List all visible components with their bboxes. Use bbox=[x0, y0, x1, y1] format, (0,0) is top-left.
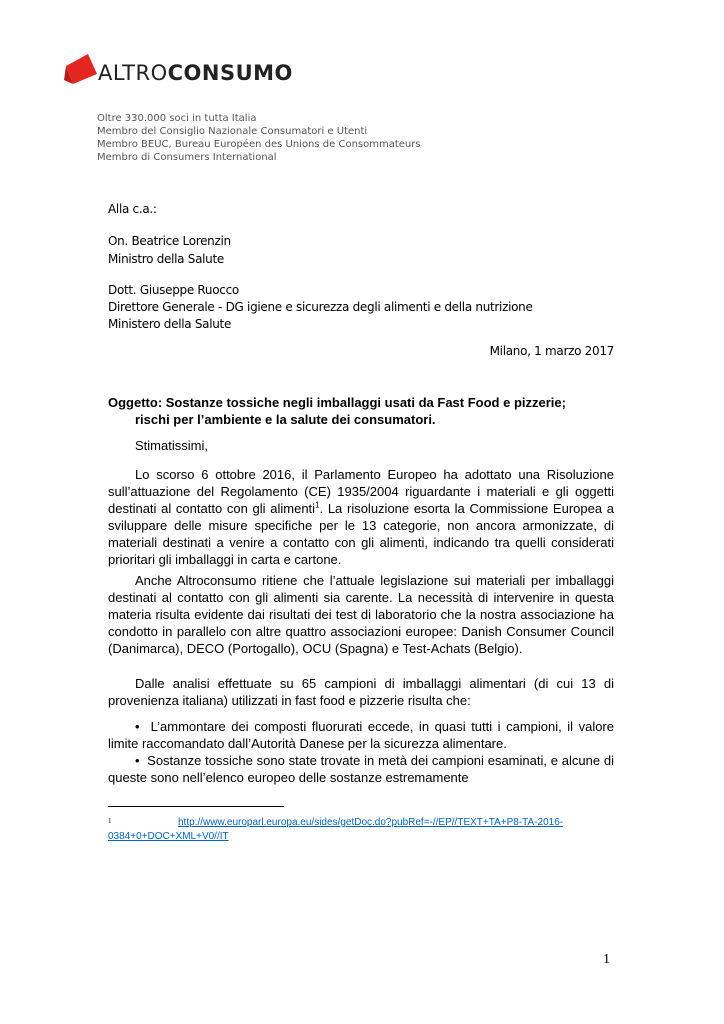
bullet-item: • Sostanze tossiche sono state trovate in metà dei campioni esaminati, e alcune di queste sono nell’elenco europeo delle sostanze estremamente bbox=[108, 753, 615, 785]
recipient-2-name: Dott. Giuseppe Ruocco bbox=[108, 283, 239, 297]
recipient-1-name: On. Beatrice Lorenzin bbox=[108, 234, 231, 248]
tagline-line: Membro del Consiglio Nazionale Consumatori e Utenti bbox=[97, 126, 368, 137]
attention-label: Alla c.a.: bbox=[108, 202, 157, 216]
subject-line-2: rischi per l’ambiente e la salute dei consumatori. bbox=[135, 412, 436, 427]
footnote-number: 1 bbox=[108, 817, 112, 825]
recipient-2-organization: Ministero della Salute bbox=[108, 317, 232, 331]
letter-subject bbox=[108, 394, 614, 428]
footnote bbox=[108, 816, 614, 844]
tagline-line: Membro BEUC, Bureau Européen des Unions de Consommateurs bbox=[97, 139, 421, 150]
footnote-reference[interactable]: 1 bbox=[315, 500, 320, 510]
bullet-icon: • bbox=[135, 753, 148, 768]
logo-wordmark: ALTROCONSUMO bbox=[98, 61, 293, 85]
logo-mark-icon bbox=[64, 54, 98, 84]
bullet-icon: • bbox=[135, 719, 151, 734]
paragraph-2: Anche Altroconsumo ritiene che l’attuale legislazione sui materiali per imballaggi destinati al contatto con gli alimenti sia carente. La necessità di intervenire in questa materia risulta evidente dai risultati dei test di laboratorio che la nostra associazione ha condotto in parallelo con altre quattro associazioni europee: Danish Consumer Council (Danimarca), DECO (Portogallo), OCU (Spagna) e Test-Achats (Belgio). bbox=[108, 573, 614, 656]
organization-tagline bbox=[97, 112, 421, 164]
bullet-item: • L’ammontare dei composti fluorurati eccede, in quasi tutti i campioni, il valore limite raccomandato dall’Autorità Danese per la sicurezza alimentare. bbox=[108, 719, 614, 751]
recipient-1-role: Ministro della Salute bbox=[108, 252, 224, 266]
altroconsumo-logo bbox=[64, 54, 304, 90]
paragraph-1: Lo scorso 6 ottobre 2016, il Parlamento Europeo ha adottato una Risoluzione sull’attuazione del Regolamento (CE) 1935/2004 riguardante i materiali e gli oggetti destinati al contatto con gli alimenti$^1$. La risoluzione esorta la Commissione Europea a sviluppare delle misure specifiche per le 13 categorie, non ancora armonizzate, di materiali destinati a venire a contatto con gli alimenti, indicando tra quelli considerati prioritari gli imballaggi in carta e cartone. bbox=[108, 467, 614, 567]
tagline-line: Membro di Consumers International bbox=[97, 152, 277, 163]
footnote-divider bbox=[108, 806, 284, 807]
paragraph-3: Dalle analisi effettuate su 65 campioni di imballaggi alimentari (di cui 13 di provenienza italiana) utilizzati in fast food e pizzerie risulta che: bbox=[108, 676, 614, 708]
subject-line-1: Oggetto: Sostanze tossiche negli imballaggi usati da Fast Food e pizzerie; bbox=[108, 395, 566, 410]
recipient-2-role: Direttore Generale - DG igiene e sicurezza degli alimenti e della nutrizione bbox=[108, 300, 533, 314]
letter-date: Milano, 1 marzo 2017 bbox=[489, 344, 614, 358]
page-number: 1 bbox=[603, 952, 610, 967]
footnote-link[interactable]: http://www.europarl.europa.eu/sides/getDoc.do?pubRef=-//EP//TEXT+TA+P8-TA-2016-0384+0+DOC+XML+V0//IT bbox=[108, 817, 564, 842]
salutation: Stimatissimi, bbox=[135, 438, 208, 453]
tagline-line: Oltre 330.000 soci in tutta Italia bbox=[97, 113, 257, 124]
